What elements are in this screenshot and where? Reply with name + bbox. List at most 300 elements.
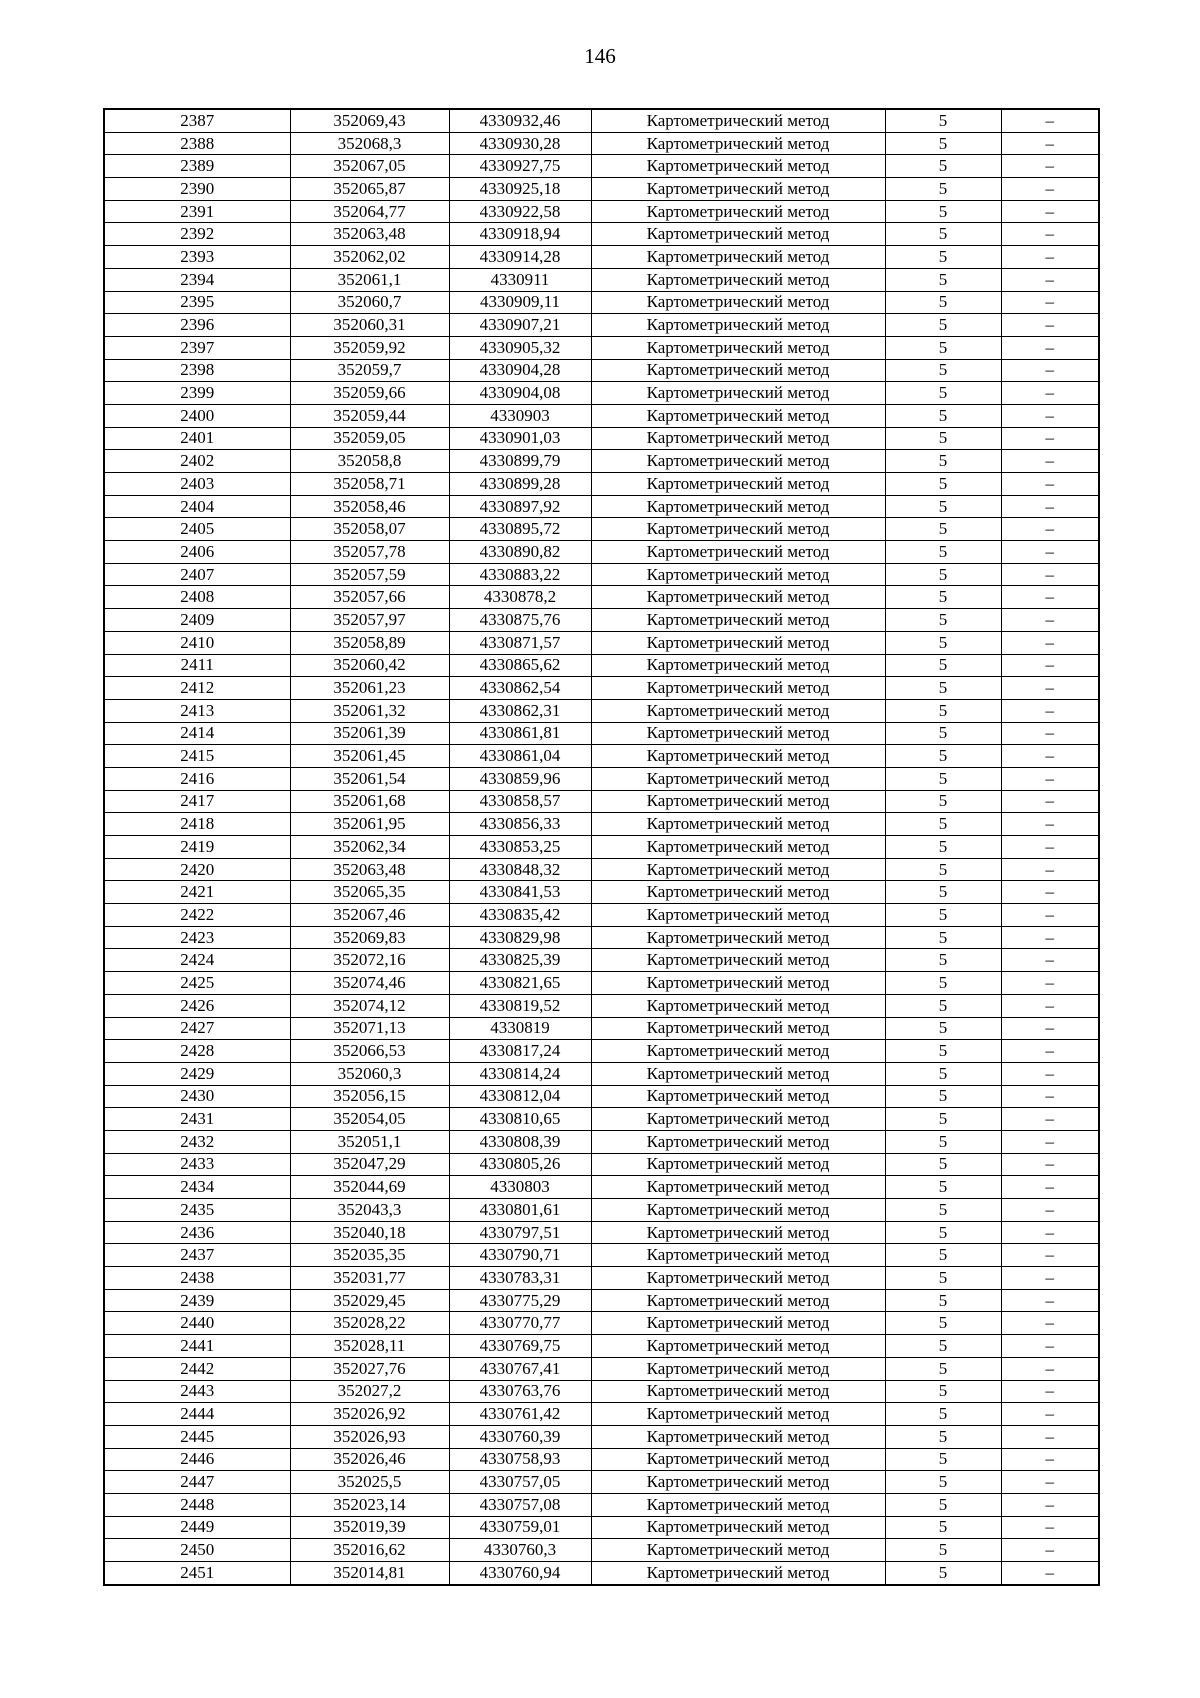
- method-cell: Картометрический метод: [591, 1539, 885, 1562]
- x-coordinate-cell: 352068,3: [290, 132, 449, 155]
- y-coordinate-cell: 4330814,24: [449, 1062, 591, 1085]
- y-coordinate-cell: 4330810,65: [449, 1108, 591, 1131]
- coordinates-table: [103, 108, 1100, 1586]
- accuracy-cell: 5: [885, 1380, 1001, 1403]
- y-coordinate-cell: 4330932,46: [449, 109, 591, 132]
- accuracy-cell: 5: [885, 654, 1001, 677]
- description-cell: –: [1001, 1062, 1099, 1085]
- x-coordinate-cell: 352043,3: [290, 1199, 449, 1222]
- description-cell: –: [1001, 699, 1099, 722]
- accuracy-cell: 5: [885, 722, 1001, 745]
- table-row: [104, 1130, 1099, 1153]
- y-coordinate-cell: 4330897,92: [449, 495, 591, 518]
- table-row: [104, 745, 1099, 768]
- method-cell: Картометрический метод: [591, 586, 885, 609]
- y-coordinate-cell: 4330797,51: [449, 1221, 591, 1244]
- method-cell: Картометрический метод: [591, 1335, 885, 1358]
- description-cell: –: [1001, 495, 1099, 518]
- point-number-cell: 2416: [104, 767, 290, 790]
- x-coordinate-cell: 352061,23: [290, 677, 449, 700]
- description-cell: –: [1001, 1040, 1099, 1063]
- point-number-cell: 2439: [104, 1289, 290, 1312]
- description-cell: –: [1001, 246, 1099, 269]
- x-coordinate-cell: 352035,35: [290, 1244, 449, 1267]
- point-number-cell: 2406: [104, 541, 290, 564]
- method-cell: Картометрический метод: [591, 518, 885, 541]
- method-cell: Картометрический метод: [591, 1289, 885, 1312]
- point-number-cell: 2403: [104, 473, 290, 496]
- point-number-cell: 2448: [104, 1493, 290, 1516]
- x-coordinate-cell: 352057,97: [290, 609, 449, 632]
- table-row: [104, 155, 1099, 178]
- x-coordinate-cell: 352066,53: [290, 1040, 449, 1063]
- x-coordinate-cell: 352062,02: [290, 246, 449, 269]
- method-cell: Картометрический метод: [591, 1267, 885, 1290]
- description-cell: –: [1001, 994, 1099, 1017]
- point-number-cell: 2398: [104, 359, 290, 382]
- description-cell: –: [1001, 563, 1099, 586]
- point-number-cell: 2389: [104, 155, 290, 178]
- x-coordinate-cell: 352026,46: [290, 1448, 449, 1471]
- table-row: [104, 109, 1099, 132]
- point-number-cell: 2402: [104, 450, 290, 473]
- accuracy-cell: 5: [885, 223, 1001, 246]
- method-cell: Картометрический метод: [591, 949, 885, 972]
- coordinates-table-body: [104, 109, 1099, 1585]
- description-cell: –: [1001, 722, 1099, 745]
- x-coordinate-cell: 352040,18: [290, 1221, 449, 1244]
- description-cell: –: [1001, 858, 1099, 881]
- point-number-cell: 2394: [104, 268, 290, 291]
- description-cell: –: [1001, 132, 1099, 155]
- x-coordinate-cell: 352063,48: [290, 223, 449, 246]
- x-coordinate-cell: 352058,71: [290, 473, 449, 496]
- table-row: [104, 1425, 1099, 1448]
- y-coordinate-cell: 4330856,33: [449, 813, 591, 836]
- x-coordinate-cell: 352061,95: [290, 813, 449, 836]
- accuracy-cell: 5: [885, 495, 1001, 518]
- y-coordinate-cell: 4330909,11: [449, 291, 591, 314]
- x-coordinate-cell: 352069,83: [290, 926, 449, 949]
- table-row: [104, 1516, 1099, 1539]
- x-coordinate-cell: 352074,12: [290, 994, 449, 1017]
- y-coordinate-cell: 4330911: [449, 268, 591, 291]
- point-number-cell: 2433: [104, 1153, 290, 1176]
- y-coordinate-cell: 4330821,65: [449, 972, 591, 995]
- point-number-cell: 2427: [104, 1017, 290, 1040]
- y-coordinate-cell: 4330757,08: [449, 1493, 591, 1516]
- table-row: [104, 722, 1099, 745]
- point-number-cell: 2438: [104, 1267, 290, 1290]
- method-cell: Картометрический метод: [591, 427, 885, 450]
- description-cell: –: [1001, 223, 1099, 246]
- x-coordinate-cell: 352047,29: [290, 1153, 449, 1176]
- x-coordinate-cell: 352060,42: [290, 654, 449, 677]
- method-cell: Картометрический метод: [591, 836, 885, 859]
- description-cell: –: [1001, 904, 1099, 927]
- description-cell: –: [1001, 790, 1099, 813]
- method-cell: Картометрический метод: [591, 767, 885, 790]
- method-cell: Картометрический метод: [591, 609, 885, 632]
- accuracy-cell: 5: [885, 1062, 1001, 1085]
- method-cell: Картометрический метод: [591, 382, 885, 405]
- description-cell: –: [1001, 336, 1099, 359]
- table-row: [104, 1085, 1099, 1108]
- description-cell: –: [1001, 972, 1099, 995]
- x-coordinate-cell: 352069,43: [290, 109, 449, 132]
- y-coordinate-cell: 4330914,28: [449, 246, 591, 269]
- method-cell: Картометрический метод: [591, 132, 885, 155]
- method-cell: Картометрический метод: [591, 1153, 885, 1176]
- table-row: [104, 904, 1099, 927]
- description-cell: –: [1001, 926, 1099, 949]
- y-coordinate-cell: 4330817,24: [449, 1040, 591, 1063]
- accuracy-cell: 5: [885, 1539, 1001, 1562]
- x-coordinate-cell: 352025,5: [290, 1471, 449, 1494]
- method-cell: Картометрический метод: [591, 994, 885, 1017]
- x-coordinate-cell: 352063,48: [290, 858, 449, 881]
- accuracy-cell: 5: [885, 1130, 1001, 1153]
- x-coordinate-cell: 352059,7: [290, 359, 449, 382]
- table-row: [104, 1153, 1099, 1176]
- method-cell: Картометрический метод: [591, 1403, 885, 1426]
- point-number-cell: 2435: [104, 1199, 290, 1222]
- method-cell: Картометрический метод: [591, 1493, 885, 1516]
- accuracy-cell: 5: [885, 949, 1001, 972]
- y-coordinate-cell: 4330760,39: [449, 1425, 591, 1448]
- description-cell: –: [1001, 881, 1099, 904]
- method-cell: Картометрический метод: [591, 1130, 885, 1153]
- y-coordinate-cell: 4330759,01: [449, 1516, 591, 1539]
- table-row: [104, 1017, 1099, 1040]
- description-cell: –: [1001, 178, 1099, 201]
- accuracy-cell: 5: [885, 382, 1001, 405]
- accuracy-cell: 5: [885, 586, 1001, 609]
- point-number-cell: 2420: [104, 858, 290, 881]
- y-coordinate-cell: 4330770,77: [449, 1312, 591, 1335]
- accuracy-cell: 5: [885, 972, 1001, 995]
- accuracy-cell: 5: [885, 1312, 1001, 1335]
- y-coordinate-cell: 4330899,79: [449, 450, 591, 473]
- y-coordinate-cell: 4330760,3: [449, 1539, 591, 1562]
- point-number-cell: 2387: [104, 109, 290, 132]
- y-coordinate-cell: 4330903: [449, 404, 591, 427]
- table-row: [104, 1562, 1099, 1585]
- description-cell: –: [1001, 1085, 1099, 1108]
- accuracy-cell: 5: [885, 291, 1001, 314]
- point-number-cell: 2399: [104, 382, 290, 405]
- method-cell: Картометрический метод: [591, 1562, 885, 1585]
- x-coordinate-cell: 352031,77: [290, 1267, 449, 1290]
- y-coordinate-cell: 4330862,54: [449, 677, 591, 700]
- table-row: [104, 314, 1099, 337]
- method-cell: Картометрический метод: [591, 1199, 885, 1222]
- accuracy-cell: 5: [885, 404, 1001, 427]
- description-cell: –: [1001, 268, 1099, 291]
- point-number-cell: 2413: [104, 699, 290, 722]
- method-cell: Картометрический метод: [591, 246, 885, 269]
- y-coordinate-cell: 4330922,58: [449, 200, 591, 223]
- accuracy-cell: 5: [885, 858, 1001, 881]
- y-coordinate-cell: 4330769,75: [449, 1335, 591, 1358]
- table-row: [104, 1221, 1099, 1244]
- description-cell: –: [1001, 155, 1099, 178]
- x-coordinate-cell: 352072,16: [290, 949, 449, 972]
- x-coordinate-cell: 352067,46: [290, 904, 449, 927]
- accuracy-cell: 5: [885, 813, 1001, 836]
- point-number-cell: 2445: [104, 1425, 290, 1448]
- x-coordinate-cell: 352060,3: [290, 1062, 449, 1085]
- table-row: [104, 609, 1099, 632]
- description-cell: –: [1001, 1130, 1099, 1153]
- description-cell: –: [1001, 450, 1099, 473]
- table-row: [104, 1040, 1099, 1063]
- method-cell: Картометрический метод: [591, 109, 885, 132]
- description-cell: –: [1001, 745, 1099, 768]
- accuracy-cell: 5: [885, 1221, 1001, 1244]
- point-number-cell: 2422: [104, 904, 290, 927]
- table-row: [104, 291, 1099, 314]
- y-coordinate-cell: 4330757,05: [449, 1471, 591, 1494]
- accuracy-cell: 5: [885, 745, 1001, 768]
- y-coordinate-cell: 4330859,96: [449, 767, 591, 790]
- method-cell: Картометрический метод: [591, 972, 885, 995]
- description-cell: –: [1001, 631, 1099, 654]
- description-cell: –: [1001, 1108, 1099, 1131]
- description-cell: –: [1001, 1562, 1099, 1585]
- method-cell: Картометрический метод: [591, 495, 885, 518]
- x-coordinate-cell: 352057,78: [290, 541, 449, 564]
- y-coordinate-cell: 4330890,82: [449, 541, 591, 564]
- x-coordinate-cell: 352054,05: [290, 1108, 449, 1131]
- description-cell: –: [1001, 813, 1099, 836]
- description-cell: –: [1001, 1176, 1099, 1199]
- y-coordinate-cell: 4330865,62: [449, 654, 591, 677]
- point-number-cell: 2442: [104, 1357, 290, 1380]
- description-cell: –: [1001, 1357, 1099, 1380]
- accuracy-cell: 5: [885, 1267, 1001, 1290]
- y-coordinate-cell: 4330825,39: [449, 949, 591, 972]
- y-coordinate-cell: 4330904,08: [449, 382, 591, 405]
- table-row: [104, 1312, 1099, 1335]
- table-row: [104, 1335, 1099, 1358]
- description-cell: –: [1001, 1221, 1099, 1244]
- table-row: [104, 1493, 1099, 1516]
- accuracy-cell: 5: [885, 1153, 1001, 1176]
- table-row: [104, 972, 1099, 995]
- description-cell: –: [1001, 654, 1099, 677]
- description-cell: –: [1001, 109, 1099, 132]
- table-row: [104, 881, 1099, 904]
- accuracy-cell: 5: [885, 1244, 1001, 1267]
- description-cell: –: [1001, 200, 1099, 223]
- point-number-cell: 2440: [104, 1312, 290, 1335]
- table-row: [104, 336, 1099, 359]
- x-coordinate-cell: 352028,11: [290, 1335, 449, 1358]
- description-cell: –: [1001, 1289, 1099, 1312]
- method-cell: Картометрический метод: [591, 1221, 885, 1244]
- y-coordinate-cell: 4330819,52: [449, 994, 591, 1017]
- method-cell: Картометрический метод: [591, 541, 885, 564]
- description-cell: –: [1001, 949, 1099, 972]
- description-cell: –: [1001, 1539, 1099, 1562]
- point-number-cell: 2410: [104, 631, 290, 654]
- x-coordinate-cell: 352071,13: [290, 1017, 449, 1040]
- method-cell: Картометрический метод: [591, 336, 885, 359]
- point-number-cell: 2419: [104, 836, 290, 859]
- y-coordinate-cell: 4330763,76: [449, 1380, 591, 1403]
- point-number-cell: 2451: [104, 1562, 290, 1585]
- point-number-cell: 2437: [104, 1244, 290, 1267]
- point-number-cell: 2424: [104, 949, 290, 972]
- point-number-cell: 2405: [104, 518, 290, 541]
- point-number-cell: 2428: [104, 1040, 290, 1063]
- point-number-cell: 2408: [104, 586, 290, 609]
- table-row: [104, 1448, 1099, 1471]
- y-coordinate-cell: 4330783,31: [449, 1267, 591, 1290]
- x-coordinate-cell: 352056,15: [290, 1085, 449, 1108]
- description-cell: –: [1001, 1403, 1099, 1426]
- y-coordinate-cell: 4330835,42: [449, 904, 591, 927]
- point-number-cell: 2393: [104, 246, 290, 269]
- description-cell: –: [1001, 1017, 1099, 1040]
- accuracy-cell: 5: [885, 1493, 1001, 1516]
- accuracy-cell: 5: [885, 1176, 1001, 1199]
- description-cell: –: [1001, 359, 1099, 382]
- method-cell: Картометрический метод: [591, 178, 885, 201]
- y-coordinate-cell: 4330927,75: [449, 155, 591, 178]
- accuracy-cell: 5: [885, 155, 1001, 178]
- y-coordinate-cell: 4330760,94: [449, 1562, 591, 1585]
- accuracy-cell: 5: [885, 1357, 1001, 1380]
- accuracy-cell: 5: [885, 563, 1001, 586]
- description-cell: –: [1001, 1516, 1099, 1539]
- point-number-cell: 2423: [104, 926, 290, 949]
- table-row: [104, 631, 1099, 654]
- y-coordinate-cell: 4330853,25: [449, 836, 591, 859]
- x-coordinate-cell: 352058,46: [290, 495, 449, 518]
- point-number-cell: 2425: [104, 972, 290, 995]
- x-coordinate-cell: 352061,68: [290, 790, 449, 813]
- x-coordinate-cell: 352027,76: [290, 1357, 449, 1380]
- table-row: [104, 518, 1099, 541]
- method-cell: Картометрический метод: [591, 1062, 885, 1085]
- y-coordinate-cell: 4330767,41: [449, 1357, 591, 1380]
- description-cell: –: [1001, 518, 1099, 541]
- method-cell: Картометрический метод: [591, 1040, 885, 1063]
- table-row: [104, 382, 1099, 405]
- y-coordinate-cell: 4330930,28: [449, 132, 591, 155]
- method-cell: Картометрический метод: [591, 1312, 885, 1335]
- y-coordinate-cell: 4330871,57: [449, 631, 591, 654]
- point-number-cell: 2432: [104, 1130, 290, 1153]
- x-coordinate-cell: 352029,45: [290, 1289, 449, 1312]
- point-number-cell: 2430: [104, 1085, 290, 1108]
- method-cell: Картометрический метод: [591, 881, 885, 904]
- point-number-cell: 2392: [104, 223, 290, 246]
- accuracy-cell: 5: [885, 1085, 1001, 1108]
- y-coordinate-cell: 4330775,29: [449, 1289, 591, 1312]
- description-cell: –: [1001, 1380, 1099, 1403]
- x-coordinate-cell: 352059,66: [290, 382, 449, 405]
- table-row: [104, 541, 1099, 564]
- point-number-cell: 2450: [104, 1539, 290, 1562]
- accuracy-cell: 5: [885, 1017, 1001, 1040]
- description-cell: –: [1001, 1244, 1099, 1267]
- table-row: [104, 404, 1099, 427]
- x-coordinate-cell: 352061,1: [290, 268, 449, 291]
- y-coordinate-cell: 4330901,03: [449, 427, 591, 450]
- method-cell: Картометрический метод: [591, 223, 885, 246]
- description-cell: –: [1001, 382, 1099, 405]
- table-row: [104, 563, 1099, 586]
- method-cell: Картометрический метод: [591, 1017, 885, 1040]
- method-cell: Картометрический метод: [591, 1108, 885, 1131]
- accuracy-cell: 5: [885, 1562, 1001, 1585]
- point-number-cell: 2412: [104, 677, 290, 700]
- point-number-cell: 2397: [104, 336, 290, 359]
- table-row: [104, 790, 1099, 813]
- accuracy-cell: 5: [885, 1335, 1001, 1358]
- table-row: [104, 586, 1099, 609]
- method-cell: Картометрический метод: [591, 268, 885, 291]
- point-number-cell: 2431: [104, 1108, 290, 1131]
- description-cell: –: [1001, 291, 1099, 314]
- method-cell: Картометрический метод: [591, 473, 885, 496]
- table-row: [104, 1289, 1099, 1312]
- method-cell: Картометрический метод: [591, 1425, 885, 1448]
- y-coordinate-cell: 4330841,53: [449, 881, 591, 904]
- point-number-cell: 2436: [104, 1221, 290, 1244]
- table-row: [104, 767, 1099, 790]
- x-coordinate-cell: 352023,14: [290, 1493, 449, 1516]
- y-coordinate-cell: 4330905,32: [449, 336, 591, 359]
- table-row: [104, 359, 1099, 382]
- y-coordinate-cell: 4330878,2: [449, 586, 591, 609]
- x-coordinate-cell: 352064,77: [290, 200, 449, 223]
- method-cell: Картометрический метод: [591, 1516, 885, 1539]
- accuracy-cell: 5: [885, 336, 1001, 359]
- table-row: [104, 1108, 1099, 1131]
- point-number-cell: 2446: [104, 1448, 290, 1471]
- table-row: [104, 1176, 1099, 1199]
- table-row: [104, 926, 1099, 949]
- y-coordinate-cell: 4330883,22: [449, 563, 591, 586]
- x-coordinate-cell: 352059,44: [290, 404, 449, 427]
- method-cell: Картометрический метод: [591, 1471, 885, 1494]
- accuracy-cell: 5: [885, 518, 1001, 541]
- table-row: [104, 1539, 1099, 1562]
- accuracy-cell: 5: [885, 1403, 1001, 1426]
- x-coordinate-cell: 352061,54: [290, 767, 449, 790]
- accuracy-cell: 5: [885, 541, 1001, 564]
- x-coordinate-cell: 352026,92: [290, 1403, 449, 1426]
- table-row: [104, 495, 1099, 518]
- accuracy-cell: 5: [885, 881, 1001, 904]
- accuracy-cell: 5: [885, 427, 1001, 450]
- accuracy-cell: 5: [885, 450, 1001, 473]
- accuracy-cell: 5: [885, 631, 1001, 654]
- y-coordinate-cell: 4330907,21: [449, 314, 591, 337]
- accuracy-cell: 5: [885, 359, 1001, 382]
- method-cell: Картометрический метод: [591, 858, 885, 881]
- method-cell: Картометрический метод: [591, 450, 885, 473]
- method-cell: Картометрический метод: [591, 745, 885, 768]
- method-cell: Картометрический метод: [591, 314, 885, 337]
- table-row: [104, 677, 1099, 700]
- table-row: [104, 1403, 1099, 1426]
- description-cell: –: [1001, 586, 1099, 609]
